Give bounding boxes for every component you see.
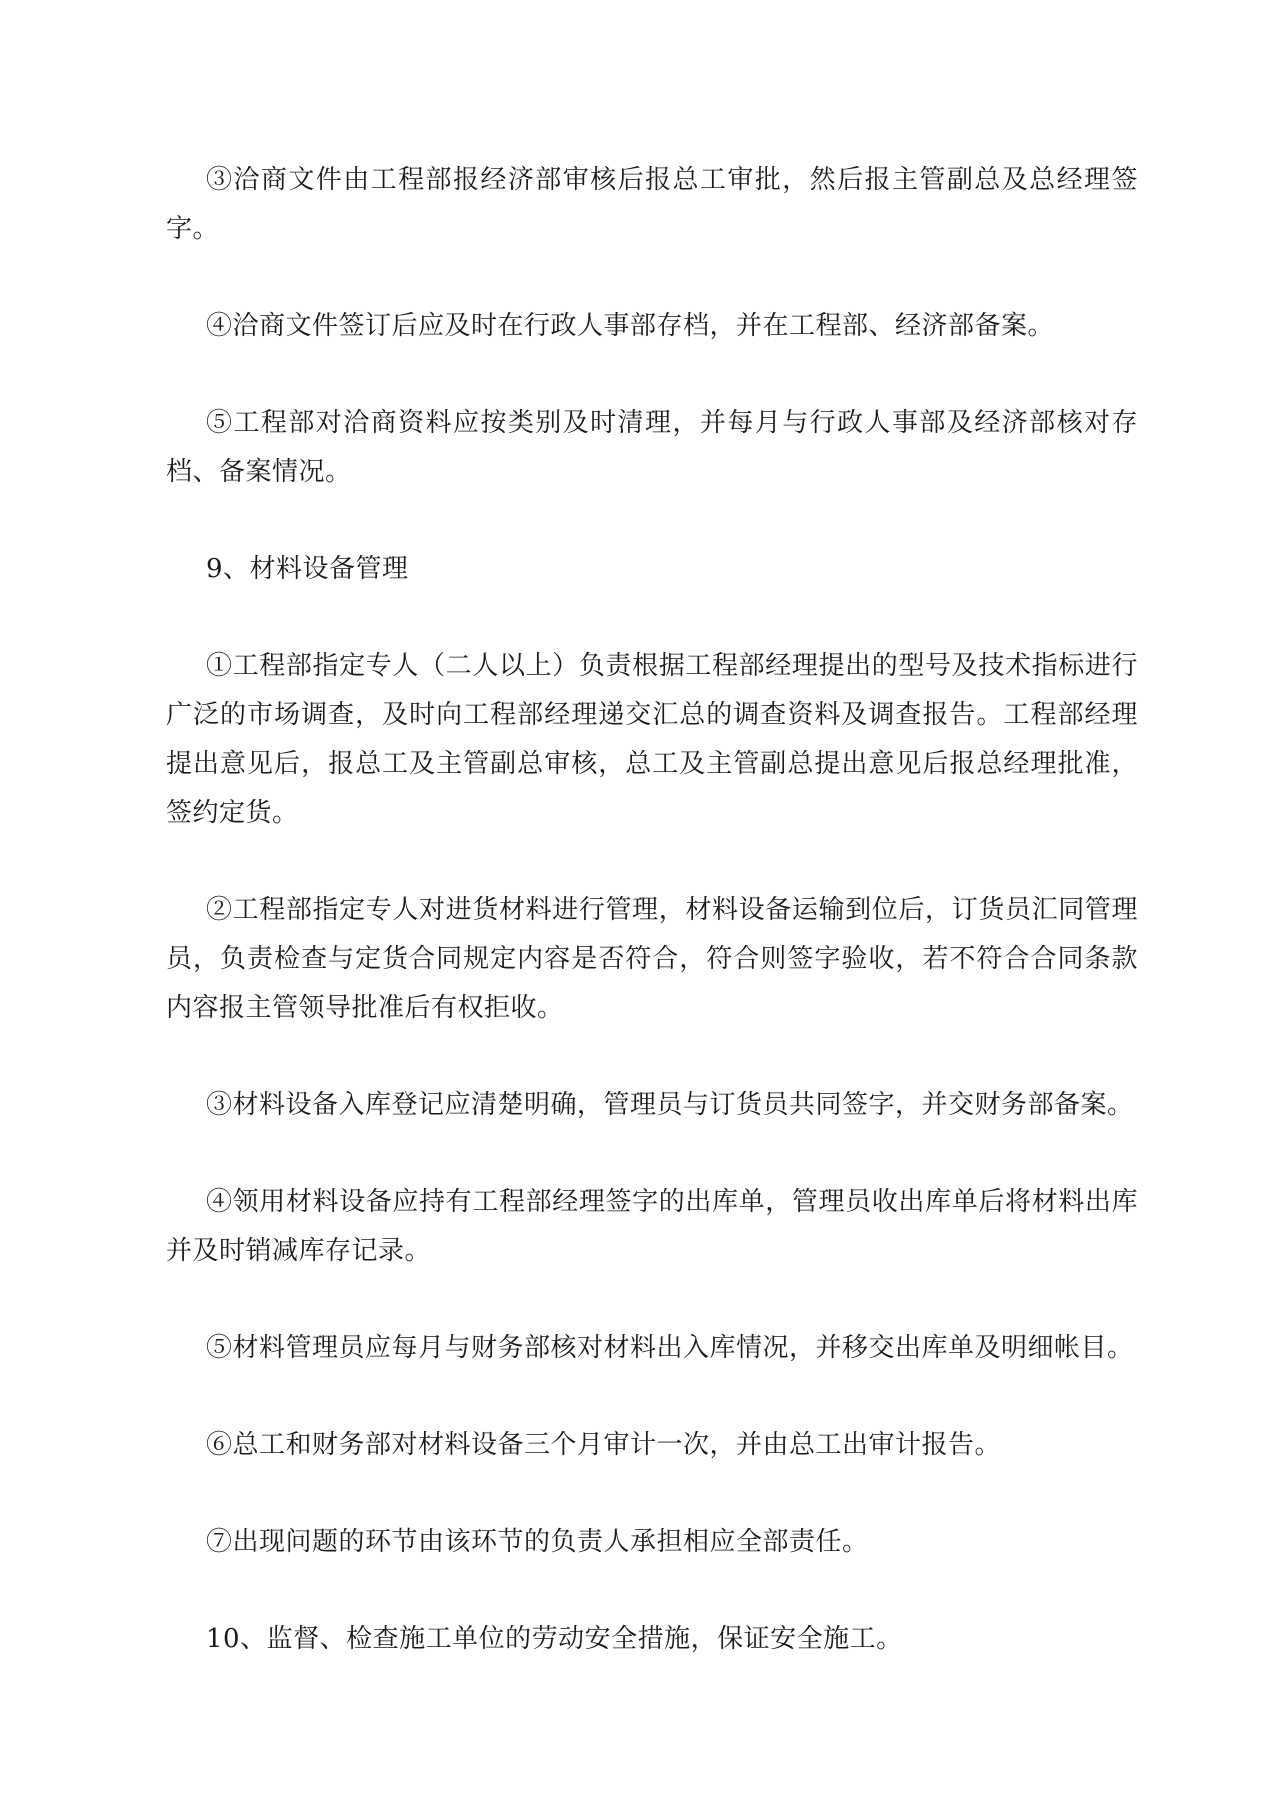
paragraph-negotiation-approval: ③洽商文件由工程部报经济部审核后报总工审批，然后报主管副总及总经理签字。 [166, 165, 1138, 244]
section-heading-material-equipment: 9、材料设备管理 [206, 554, 409, 584]
paragraph-material-audit: ⑥总工和财务部对材料设备三个月审计一次，并由总工出审计报告。 [206, 1430, 1002, 1460]
paragraph-material-reconciliation: ⑤材料管理员应每月与财务部核对材料出入库情况，并移交出库单及明细帐目。 [206, 1333, 1134, 1363]
paragraph-material-acceptance: ②工程部指定专人对进货材料进行管理，材料设备运输到位后，订货员汇同管理员，负责检查与定货合同规定内容是否符合，符合则签字验收，若不符合合同条款内容报主管领导批准后有权拒收。 [166, 895, 1138, 1023]
paragraph-negotiation-cleanup: ⑤工程部对洽商资料应按类别及时清理，并每月与行政人事部及经济部核对存档、备案情况。 [166, 408, 1138, 487]
paragraph-material-responsibility: ⑦出现问题的环节由该环节的负责人承担相应全部责任。 [206, 1527, 869, 1557]
section-heading-safety-supervision: 10、监督、检查施工单位的劳动安全措施，保证安全施工。 [206, 1624, 903, 1654]
paragraph-negotiation-archive: ④洽商文件签订后应及时在行政人事部存档，并在工程部、经济部备案。 [206, 311, 1055, 341]
paragraph-material-warehousing: ③材料设备入库登记应清楚明确，管理员与订货员共同签字，并交财务部备案。 [206, 1090, 1134, 1120]
document-body [166, 156, 1138, 1712]
paragraph-material-survey: ①工程部指定专人（二人以上）负责根据工程部经理提出的型号及技术指标进行广泛的市场调查，及时向工程部经理递交汇总的调查资料及调查报告。工程部经理提出意见后，报总工及主管副总审核，总工及主管副总提出意见后报总经理批准，签约定货。 [166, 651, 1138, 828]
paragraph-material-outbound: ④领用材料设备应持有工程部经理签字的出库单，管理员收出库单后将材料出库并及时销减库存记录。 [166, 1187, 1138, 1266]
